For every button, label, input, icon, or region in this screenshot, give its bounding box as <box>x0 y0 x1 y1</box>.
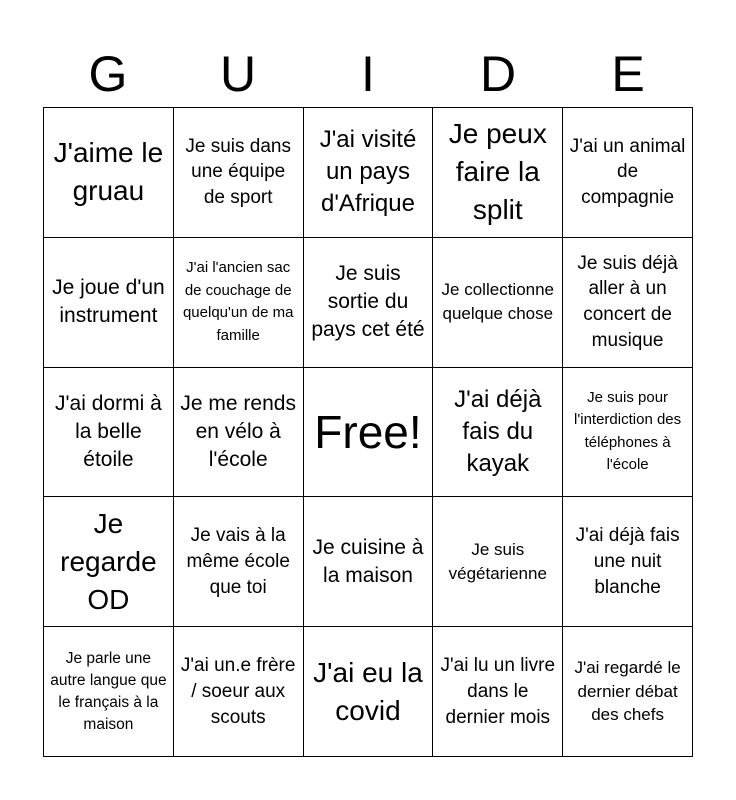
bingo-cell[interactable]: Je suis déjà aller à un concert de musique <box>563 238 693 368</box>
bingo-cell[interactable]: J'ai déjà fais une nuit blanche <box>563 497 693 627</box>
bingo-cell[interactable]: J'ai lu un livre dans le dernier mois <box>433 627 563 757</box>
bingo-cell[interactable]: Je peux faire la split <box>433 108 563 238</box>
bingo-cell[interactable]: J'ai l'ancien sac de couchage de quelqu'un de ma famille <box>174 238 304 368</box>
bingo-cell[interactable]: J'ai eu la covid <box>304 627 434 757</box>
bingo-cell[interactable]: Je me rends en vélo à l'école <box>174 368 304 498</box>
bingo-header <box>43 40 693 108</box>
bingo-cell[interactable]: Je suis pour l'interdiction des téléphones à l'école <box>563 368 693 498</box>
bingo-cell[interactable]: Je vais à la même école que toi <box>174 497 304 627</box>
header-letter-i: I <box>361 46 375 102</box>
header-letter-u: U <box>219 46 257 102</box>
header-letter-e: E <box>611 46 645 102</box>
header-letter-g: G <box>88 46 128 102</box>
header-letter-d: D <box>479 46 517 102</box>
bingo-cell[interactable]: J'aime le gruau <box>44 108 174 238</box>
bingo-cell[interactable]: Je joue d'un instrument <box>44 238 174 368</box>
bingo-cell[interactable]: Je regarde OD <box>44 497 174 627</box>
bingo-cell[interactable]: J'ai un.e frère / soeur aux scouts <box>174 627 304 757</box>
bingo-cell[interactable]: Je cuisine à la maison <box>304 497 434 627</box>
bingo-cell[interactable]: J'ai un animal de compagnie <box>563 108 693 238</box>
bingo-cell[interactable]: Je suis végétarienne <box>433 497 563 627</box>
bingo-board <box>43 107 693 757</box>
bingo-cell[interactable]: Je suis sortie du pays cet été <box>304 238 434 368</box>
bingo-cell[interactable]: Je suis dans une équipe de sport <box>174 108 304 238</box>
bingo-cell[interactable]: Je parle une autre langue que le français à la maison <box>44 627 174 757</box>
bingo-cell[interactable]: J'ai dormi à la belle étoile <box>44 368 174 498</box>
bingo-cell[interactable]: Je collectionne quelque chose <box>433 238 563 368</box>
free-space[interactable]: Free! <box>304 368 434 498</box>
bingo-cell[interactable]: J'ai regardé le dernier débat des chefs <box>563 627 693 757</box>
bingo-cell[interactable]: J'ai visité un pays d'Afrique <box>304 108 434 238</box>
bingo-cell[interactable]: J'ai déjà fais du kayak <box>433 368 563 498</box>
